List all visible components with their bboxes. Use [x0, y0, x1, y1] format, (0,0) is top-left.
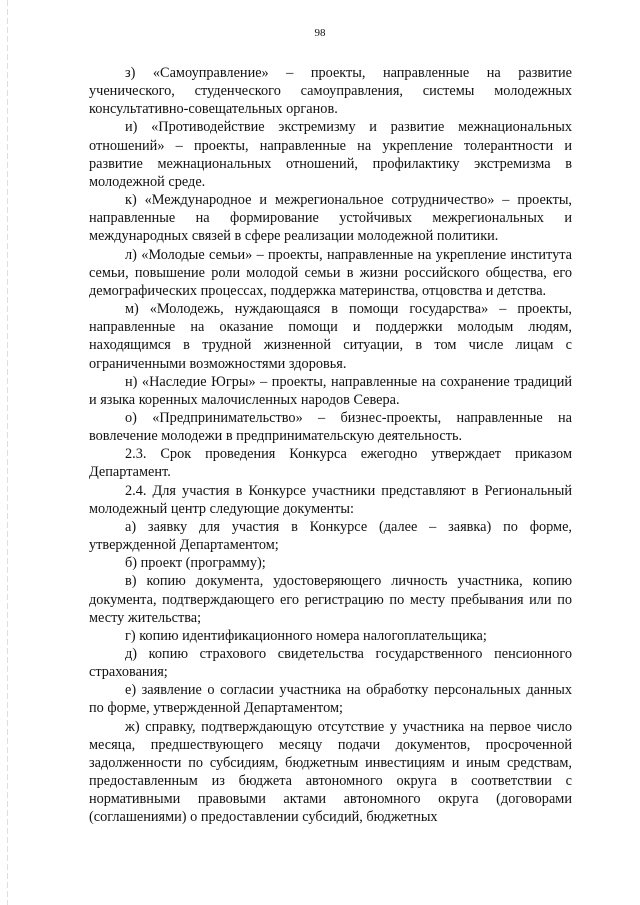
- paragraph-l-young-families: л) «Молодые семьи» – проекты, направленные на укрепление института семьи, повышение роли молодой семьи в жизни российского общества, его демографических процессах, поддержка материнства, отцовства и детства.: [89, 246, 572, 299]
- paragraph-m-youth-in-need: м) «Молодежь, нуждающаяся в помощи государства» – проекты, направленные на оказание помощи и поддержки молодым людям, находящимся в трудной жизненной ситуации, в том числе лицам с ограниченными возможностями здоровья.: [89, 301, 572, 372]
- scan-edge: [7, 0, 8, 905]
- paragraph-o-entrepreneurship: о) «Предпринимательство» – бизнес-проекты, направленные на вовлечение молодежи в предпринимательскую деятельность.: [89, 409, 572, 445]
- page-number: 98: [314, 27, 326, 39]
- paragraph-e-data-consent: е) заявление о согласии участника на обработку персональных данных по форме, утвержденной Департаментом;: [89, 682, 572, 717]
- paragraph-b-project: б) проект (программу);: [125, 555, 266, 572]
- paragraph-v-identity-copy: в) копию документа, удостоверяющего личность участника, копию документа, подтверждающего его регистрацию по месту пребывания или по месту жительства;: [89, 573, 572, 626]
- paragraph-zh-debt-certificate: ж) справку, подтверждающую отсутствие у участника на первое число месяца, предшествующего месяцу подачи документов, просроченной задолженности по субсидиям, бюджетным инвестициям и иным средствам, предоставленным из бюджета автономного округа в соответствии с нормативными правовыми актами автономного округа (договорами (соглашениями) о предоставлении субсидий, бюджетных: [89, 718, 572, 826]
- paragraph-a-application: а) заявку для участия в Конкурсе (далее – заявка) по форме, утвержденной Департаментом;: [89, 518, 572, 554]
- paragraph-g-tax-number: г) копию идентификационного номера налогоплательщика;: [125, 627, 487, 644]
- paragraph-2-3-contest-term: 2.3. Срок проведения Конкурса ежегодно утверждает приказом Департамент.: [89, 446, 572, 481]
- paragraph-k-international-cooperation: к) «Международное и межрегиональное сотрудничество» – проекты, направленные на формирование устойчивых межрегиональных и международных связей в сфере реализации молодежной политики.: [89, 192, 572, 245]
- paragraph-2-4-documents: 2.4. Для участия в Конкурсе участники представляют в Региональный молодежный центр следующие документы:: [89, 482, 572, 517]
- paragraph-z-self-government: з) «Самоуправление» – проекты, направленные на развитие ученического, студенческого самоуправления, системы молодежных консультативно-совещательных органов.: [89, 65, 572, 118]
- paragraph-d-pension-certificate: д) копию страхового свидетельства государственного пенсионного страхования;: [89, 646, 572, 681]
- paragraph-n-heritage-of-yugra: н) «Наследие Югры» – проекты, направленные на сохранение традиций и языка коренных малочисленных народов Севера.: [89, 373, 572, 408]
- document-body: [89, 64, 572, 827]
- paragraph-i-counter-extremism: и) «Противодействие экстремизму и развитие межнациональных отношений» – проекты, направленные на укрепление толерантности и развитие межнациональных отношений, профилактику экстремизма в молодежной среде.: [89, 119, 572, 190]
